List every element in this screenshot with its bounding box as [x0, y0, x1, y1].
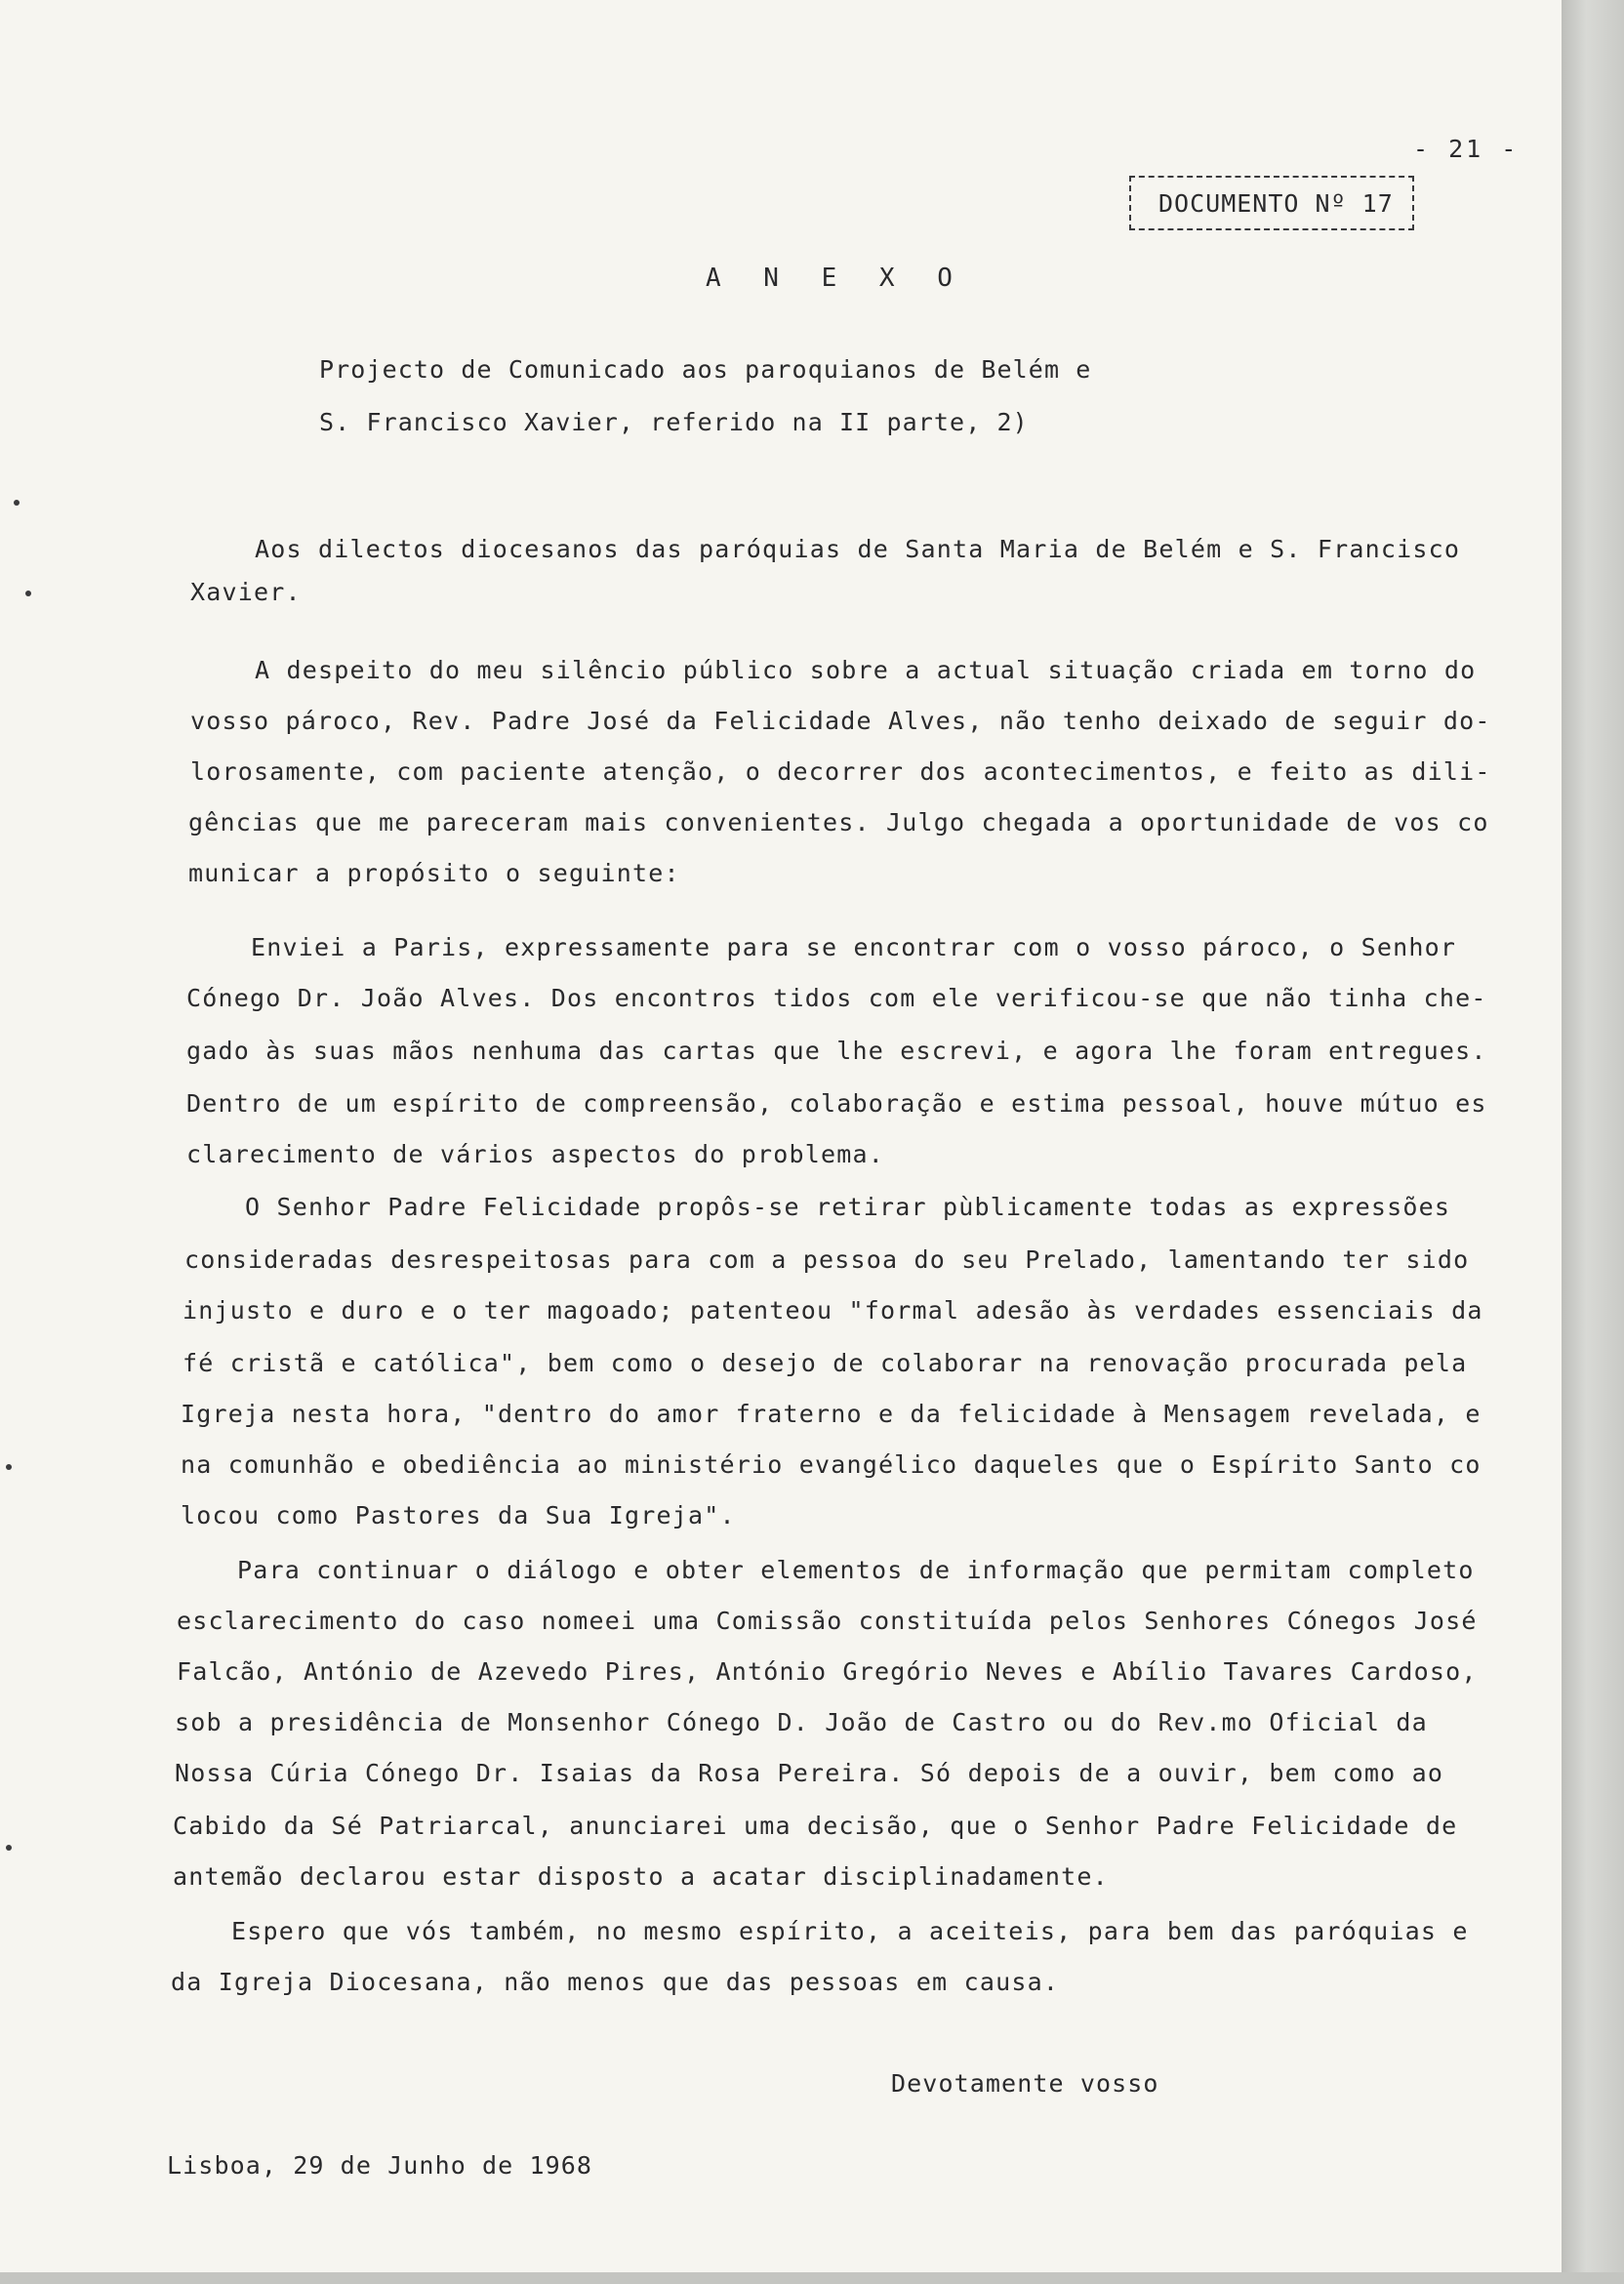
body-line: fé cristã e católica", bem como o desejo de colaborar na renovação procurada pela [183, 1349, 1468, 1377]
subtitle-line: Projecto de Comunicado aos paroquianos de Belém e [319, 355, 1092, 384]
body-line: Igreja nesta hora, "dentro do amor fraterno e da felicidade à Mensagem revelada, e [181, 1400, 1482, 1428]
body-line: Nossa Cúria Cónego Dr. Isaias da Rosa Pereira. Só depois de a ouvir, bem como ao [175, 1759, 1444, 1787]
punch-mark [6, 1845, 12, 1851]
body-line: locou como Pastores da Sua Igreja". [181, 1501, 736, 1529]
punch-mark [14, 500, 20, 506]
body-line: O Senhor Padre Felicidade propôs-se retirar pùblicamente todas as expressões [245, 1193, 1451, 1221]
body-line: esclarecimento do caso nomeei uma Comissão constituída pelos Senhores Cónegos José [177, 1607, 1478, 1635]
page-bottom-edge [0, 2272, 1624, 2284]
annex-heading: A N E X O [706, 264, 966, 293]
body-line: antemão declarou estar disposto a acatar disciplinadamente. [173, 1862, 1109, 1891]
body-line: injusto e duro e o ter magoado; patenteou "formal adesão às verdades essenciais da [183, 1296, 1483, 1325]
body-line: consideradas desrespeitosas para com a pessoa do seu Prelado, lamentando ter sido [184, 1245, 1470, 1274]
body-line: Aos dilectos diocesanos das paróquias de Santa Maria de Belém e S. Francisco [255, 535, 1461, 563]
closing-line: Devotamente vosso [891, 2069, 1159, 2098]
body-line: clarecimento de vários aspectos do problema. [186, 1140, 885, 1168]
document-label: DOCUMENTO Nº 17 [1158, 189, 1394, 218]
body-line: gado às suas mãos nenhuma das cartas que lhe escrevi, e agora lhe foram entregues. [186, 1037, 1487, 1065]
body-line: Falcão, António de Azevedo Pires, António Gregório Neves e Abílio Tavares Cardoso, [177, 1657, 1478, 1686]
page-number: - 21 - [1413, 135, 1520, 163]
body-line: sob a presidência de Monsenhor Cónego D. João de Castro ou do Rev.mo Oficial da [175, 1708, 1428, 1736]
body-line: municar a propósito o seguinte: [188, 859, 680, 887]
date-line: Lisboa, 29 de Junho de 1968 [167, 2151, 593, 2180]
body-line: gências que me pareceram mais convenientes. Julgo chegada a oportunidade de vos co [188, 808, 1489, 836]
body-line: Para continuar o diálogo e obter elementos de informação que permitam completo [237, 1556, 1475, 1584]
punch-mark [25, 591, 31, 596]
body-line: Espero que vós também, no mesmo espírito, a aceiteis, para bem das paróquias e [231, 1917, 1469, 1945]
body-line: da Igreja Diocesana, não menos que das pessoas em causa. [171, 1968, 1060, 1996]
subtitle-line: S. Francisco Xavier, referido na II parte, 2) [319, 408, 1029, 436]
body-line: lorosamente, com paciente atenção, o decorrer dos acontecimentos, e feito as dili- [190, 757, 1491, 786]
body-line: A despeito do meu silêncio público sobre a actual situação criada em torno do [255, 656, 1477, 684]
body-line: Dentro de um espírito de compreensão, colaboração e estima pessoal, houve mútuo es [186, 1089, 1487, 1118]
body-line: Enviei a Paris, expressamente para se encontrar com o vosso pároco, o Senhor [251, 933, 1457, 961]
body-line: na comunhão e obediência ao ministério evangélico daqueles que o Espírito Santo co [181, 1450, 1482, 1479]
document-label-box [1129, 176, 1414, 230]
body-line: Cabido da Sé Patriarcal, anunciarei uma decisão, que o Senhor Padre Felicidade de [173, 1812, 1458, 1840]
body-line: vosso pároco, Rev. Padre José da Felicidade Alves, não tenho deixado de seguir do- [190, 707, 1491, 735]
punch-mark [6, 1464, 12, 1470]
body-line: Cónego Dr. João Alves. Dos encontros tidos com ele verificou-se que não tinha che- [186, 984, 1487, 1012]
page-edge [1562, 0, 1624, 2284]
body-line: Xavier. [190, 578, 302, 606]
